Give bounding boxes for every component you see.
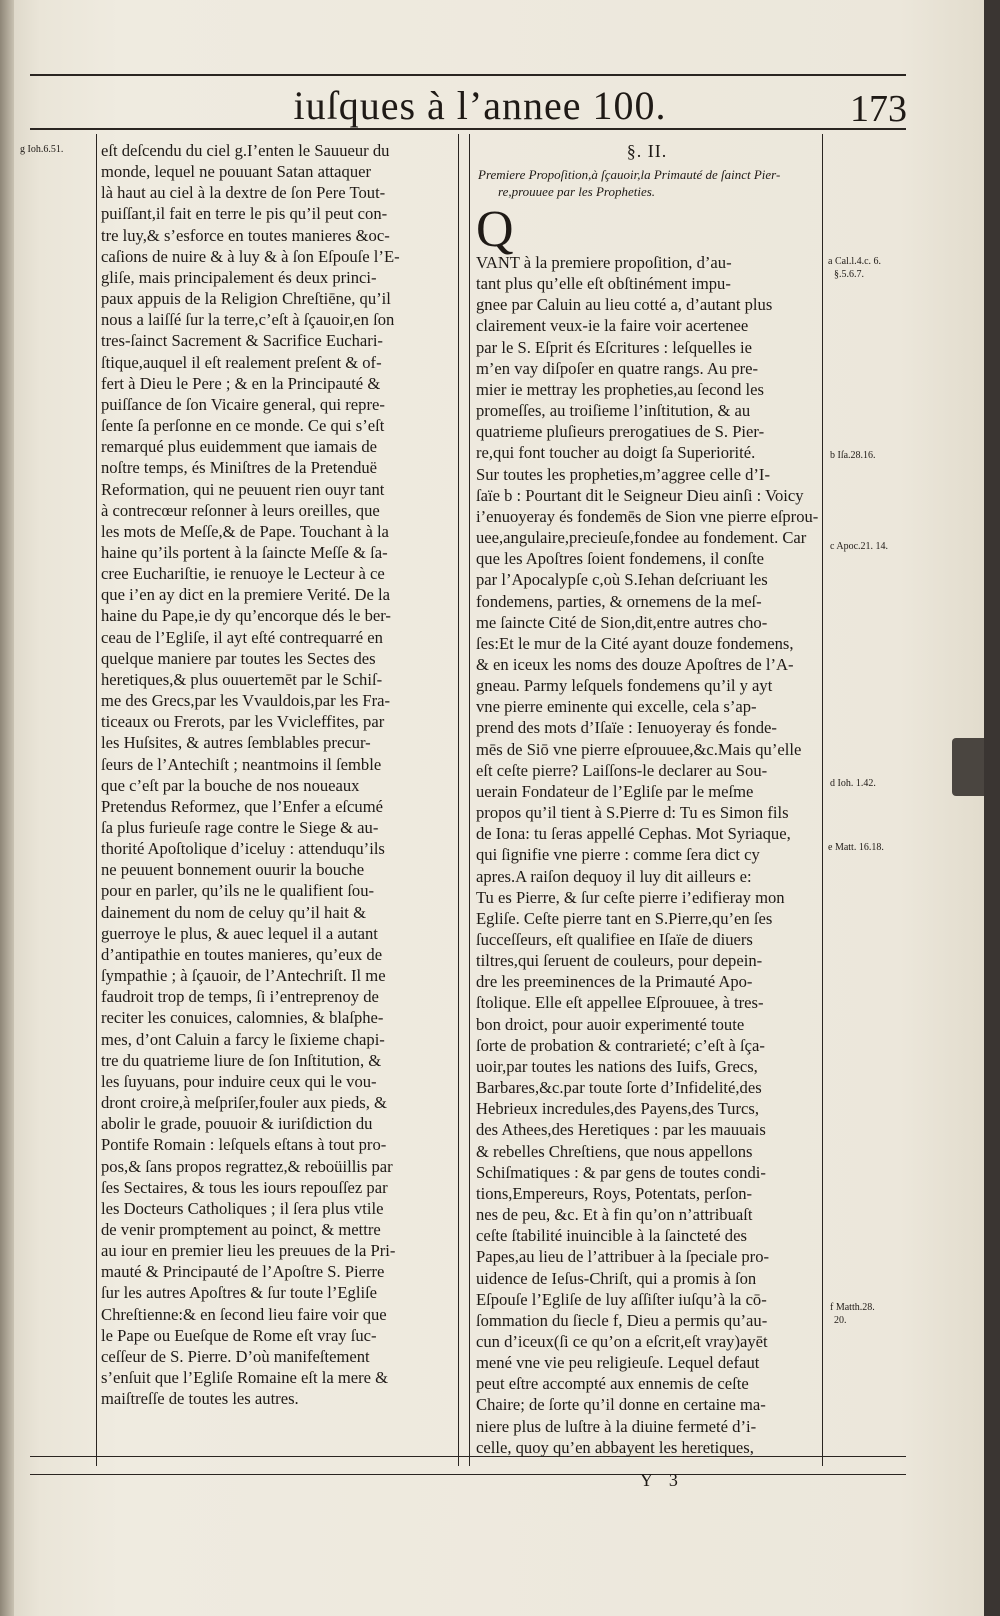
text-line: uee,angulaire,precieuſe,fondee au fondement. Car <box>476 528 807 548</box>
right-column-outer-rule <box>822 134 823 1466</box>
text-line: les Huſsites, & autres ſemblables precur- <box>101 733 371 753</box>
text-line: nous a laiſſé ſur la terre,c’eſt à ſçauoir,en ſon <box>101 310 395 330</box>
text-line: ſorte de probation & contrarieté; c’eſt à ſça- <box>476 1035 765 1055</box>
left-column-inner-rule <box>458 134 459 1466</box>
text-line: Schiſmatiques : & par gens de toutes condi- <box>476 1162 766 1182</box>
margin-note-e: e Matt. 16.18. <box>828 842 884 853</box>
text-line: gnee par Caluin au lieu cotté a, d’autant plus <box>476 295 773 315</box>
text-line: gneau. Parmy leſquels fondemens qu’il y ayt <box>476 676 773 696</box>
right-column-inner-rule <box>469 134 470 1466</box>
text-line: VANT à la premiere propoſition, d’au- <box>476 253 732 272</box>
text-line: caſions de nuire & à luy & à ſon Eſpouſe l’E- <box>101 246 400 266</box>
text-line: les ſuyuans, pour induire ceux qui le vou- <box>101 1071 377 1091</box>
section-subheading <box>476 166 818 200</box>
text-line: mes, d’ont Caluin a farcy le ſixieme chapi- <box>101 1029 385 1049</box>
header-rule-top <box>30 74 906 76</box>
text-line: là haut au ciel à la dextre de ſon Pere Tout- <box>101 183 386 203</box>
subheading-line: re,prouuee par les Propheties. <box>498 184 656 199</box>
text-line: tions,Empereurs, Roys, Potentats, perſon- <box>476 1183 753 1203</box>
text-line: ceſſeur de S. Pierre. D’où manifeſtement <box>101 1346 370 1366</box>
text-line: noſtre temps, és Miniſtres de la Pretenduë <box>101 458 378 478</box>
text-line: tiltres,qui ſeruent de couleurs, pour depein- <box>476 951 763 971</box>
text-line: que c’eſt par la bouche de nos noueaux <box>101 775 360 795</box>
margin-note-c: c Apoc.21. 14. <box>830 541 889 552</box>
text-line: uerain Fondateur de l’Egliſe par le meſme <box>476 781 754 801</box>
text-line: haine du Pape,ie dy qu’encorque dés le ber- <box>101 606 391 626</box>
text-line: promeſſes, au troiſieme l’inſtitution, & au <box>476 401 751 421</box>
left-text-column <box>101 140 453 1409</box>
text-line: Tu es Pierre, & ſur ceſte pierre i’edifieray mon <box>476 887 785 907</box>
text-line: nes de peu, &c. Et à fin qu’on n’attribuaſt <box>476 1205 753 1225</box>
text-line: i’enuoyeray és fondemēs de Sion vne pierre eſprou- <box>476 506 818 526</box>
text-line: niere plus de luſtre à la diuine fermeté d’i- <box>476 1416 757 1436</box>
text-line: Reformation, qui ne peuuent rien ouyr tant <box>101 479 385 499</box>
text-line: & en iceux les noms des douze Apoſtres de l’A- <box>476 654 794 674</box>
text-line: ſommation du ſiecle f, Dieu a permis qu’au- <box>476 1310 768 1330</box>
text-line: de venir promptement au poinct, & mettre <box>101 1219 381 1239</box>
text-line: mené vne vie peu religieuſe. Lequel defaut <box>476 1353 760 1373</box>
text-line: à contrecœur reſonner à leurs oreilles, que <box>101 500 380 520</box>
text-line: de Iona: tu ſeras appellé Cephas. Mot Syriaque, <box>476 824 791 844</box>
right-column-body <box>476 201 818 1458</box>
text-line: d’antipathie en toutes manieres, qu’eux de <box>101 944 383 964</box>
text-line: m’en vay diſpoſer en quatre rangs. Au pre- <box>476 358 758 378</box>
text-line: guerroye le plus, & auec lequel il a autant <box>101 923 378 943</box>
text-line: par le S. Eſprit és Eſcritures : leſquelles ie <box>476 337 753 357</box>
text-line: paux appuis de la Religion Chreſtiēne, qu’il <box>101 289 391 309</box>
text-line: Hebrieux incredules,des Payens,des Turcs, <box>476 1099 759 1119</box>
margin-note-a-cont: §.5.6.7. <box>834 269 864 280</box>
margin-note-f-cont: 20. <box>834 1315 847 1326</box>
text-line: tre luy,& s’esforce en toutes manieres &oc- <box>101 225 390 245</box>
text-line: tre du quatrieme liure de ſon Inſtitution, & <box>101 1050 382 1070</box>
text-line: puiſſance de ſon Vicaire general, qui repre- <box>101 394 385 414</box>
margin-note-d: d Ioh. 1.42. <box>830 778 876 789</box>
running-head-title: iuſques à l’annee 100. <box>293 83 667 128</box>
text-line: dront croire,à meſpriſer,fouler aux pieds, & <box>101 1093 387 1113</box>
text-line: ceſte ſtabilité inuincible à la ſaincteté des <box>476 1226 747 1246</box>
text-line: le Pape ou Eueſque de Rome eſt vray ſuc- <box>101 1325 377 1345</box>
text-line: ne peuuent bonnement ouurir la bouche <box>101 860 365 880</box>
text-line: ticeaux ou Frerots, par les Vvicleffites, par <box>101 712 385 732</box>
text-line: heretiques,& plus ouuertemēt par le Schiſ- <box>101 669 383 689</box>
text-line: ſur les autres Apoſtres & ſur toute l’Egliſe <box>101 1283 378 1303</box>
text-line: me des Grecs,par les Vvauldois,par les Fra- <box>101 691 391 711</box>
section-heading: §. II. <box>626 141 668 161</box>
book-spine-edge <box>0 0 14 1616</box>
margin-note-g: g Ioh.6.51. <box>20 144 64 155</box>
text-line: maiſtreſſe de toutes les autres. <box>101 1389 299 1409</box>
text-line: quatrieme pluſieurs prerogatiues de S. Pier- <box>476 422 765 442</box>
text-line: uoir,par toutes les nations des Iuifs, Grecs, <box>476 1056 758 1076</box>
text-line: Pontife Romain : leſquels eſtans à tout pro- <box>101 1135 387 1155</box>
text-line: puiſſant,il fait en terre le pis qu’il peut con- <box>101 204 388 224</box>
text-line: re,qui font toucher au doigt ſa Superiorité. <box>476 443 756 463</box>
text-line: les Docteurs Catholiques ; il ſera plus vtile <box>101 1198 384 1218</box>
margin-note-b: b Iſa.28.16. <box>830 450 876 461</box>
text-line: reciter les conuices, calomnies, & blaſphe- <box>101 1008 384 1028</box>
text-line: Barbares,&c.par toute ſorte d’Infidelité,des <box>476 1078 762 1098</box>
left-column-outer-rule <box>96 134 97 1466</box>
text-line: tres-ſainct Sacrement & Sacrifice Euchari- <box>101 331 383 351</box>
text-line: les mots de Meſſe,& de Pape. Touchant à la <box>101 521 389 541</box>
text-line: propos qu’il tient à S.Pierre d: Tu es Simon fils <box>476 803 789 823</box>
subheading-line: Premiere Propoſition,à ſçauoir,la Primauté de ſainct Pier- <box>478 167 781 182</box>
text-line: & rebelles Chreſtiens, que nous appellons <box>476 1141 753 1161</box>
text-line: Papes,au lieu de l’attribuer à la ſpeciale pro- <box>476 1247 770 1267</box>
text-line: vne pierre eminente qui excelle, cela s’ap- <box>476 697 757 717</box>
text-line: ſa plus furieuſe rage contre le Siege & au- <box>101 818 379 837</box>
text-line: ſes Sectaires, & tous les iours repouſſez par <box>101 1177 388 1197</box>
text-line: ſucceſſeurs, eſt qualifiee en Iſaïe de diuers <box>476 930 753 949</box>
text-line: celle, quoy qu’en abbayent les heretiques, <box>476 1437 754 1457</box>
text-line: mēs de Siō vne pierre eſprouuee,&c.Mais qu’elle <box>476 739 802 759</box>
page-number: 173 <box>850 88 907 130</box>
text-line: Egliſe. Ceſte pierre tant en S.Pierre,qu’en ſes <box>476 908 773 928</box>
text-line: des Athees,des Heretiques : par les mauuais <box>476 1120 766 1140</box>
text-line: thorité Apoſtolique d’iceluy : attenduqu’ils <box>101 839 385 859</box>
text-line: Sur toutes les propheties,m’aggree celle d’I- <box>476 464 770 484</box>
margin-note-a: a Cal.l.4.c. 6. <box>828 256 882 267</box>
drop-cap-letter: Q <box>476 201 514 258</box>
text-line: pos,& ſans propos regrattez,& reboüillis par <box>101 1156 393 1176</box>
binding-clip <box>952 738 984 796</box>
text-line: bon droict, pour auoir experimenté toute <box>476 1014 745 1034</box>
footer-rule <box>30 1474 906 1475</box>
text-line: qui ſignifie vne pierre : comme ſera dict cy <box>476 845 760 865</box>
text-line: mier ie mettray les propheties,au ſecond les <box>476 379 764 399</box>
text-line: que i’en ay dict en la premiere Verité. De la <box>101 585 391 605</box>
text-line: haine qu’ils portent à la ſaincte Meſſe & ſa- <box>101 542 388 562</box>
text-line: gliſe, mais principalement és deux princi- <box>101 267 377 287</box>
text-line: eſt deſcendu du ciel g.I’enten le Sauueur du <box>101 141 390 160</box>
text-line: quelque maniere par toutes les Sectes des <box>101 648 376 668</box>
text-line: clairement veux-ie la faire voir acertenee <box>476 316 749 336</box>
text-line: par l’Apocalypſe c,où S.Iehan deſcriuant les <box>476 570 768 590</box>
text-line: dainement du nom de celuy qu’il hait & <box>101 902 366 922</box>
text-line: apres.A raiſon dequoy il luy dit ailleurs e: <box>476 866 752 886</box>
text-line: dre les preeminences de la Primauté Apo- <box>476 972 753 992</box>
text-line: Chaire; de ſorte qu’il donne en certaine ma- <box>476 1395 766 1415</box>
text-line: ſente ſa perſonne en ce monde. Ce qui s’eſt <box>101 416 385 436</box>
text-line: ſtique,auquel il eſt realement preſent & of- <box>101 352 382 372</box>
text-line: ceau de l’Egliſe, il ayt eſté contrequarré en <box>101 627 383 647</box>
text-line: cree Euchariſtie, ie renuoye le Lecteur à ce <box>101 564 385 584</box>
text-line: ſaïe b : Pourtant dit le Seigneur Dieu ainſi : Voicy <box>476 485 804 505</box>
text-line: Eſpouſe l’Egliſe de luy aſſiſter iuſqu’à la cō- <box>476 1289 767 1309</box>
margin-note-f: f Matth.28. <box>830 1302 875 1313</box>
text-line: s’enſuit que l’Egliſe Romaine eſt la mere & <box>101 1368 389 1388</box>
text-line: Chreſtienne:& en ſecond lieu faire voir que <box>101 1304 387 1324</box>
text-line: Pretendus Reformez, que l’Enfer a eſcumé <box>101 796 383 816</box>
text-line: peut eſtre accompté aux ennemis de ceſte <box>476 1374 749 1394</box>
text-line: faudroit trop de temps, ſi i’entreprenoy de <box>101 987 379 1007</box>
text-line: ſeurs de l’Antechiſt ; neantmoins il ſemble <box>101 754 382 774</box>
text-line: remarqué plus euidemment que iamais de <box>101 437 378 457</box>
right-text-column <box>476 138 818 1458</box>
text-line: que les Apoſtres ſoient fondemens, il conſte <box>476 549 765 569</box>
text-line: pour en parler, qu’ils ne le qualifient ſou- <box>101 881 375 901</box>
text-line: fondemens, parties, & ornemens de la meſ- <box>476 591 762 611</box>
text-line: cun d’iceux(ſi ce qu’on a eſcrit,eſt vray)ayēt <box>476 1331 768 1351</box>
text-line: fert à Dieu le Pere ; & en la Principauté & <box>101 373 381 393</box>
text-line: me ſaincte Cité de Sion,dit,entre autres cho- <box>476 612 768 632</box>
signature-mark: Y 3 <box>640 1470 684 1490</box>
text-line: abolir le grade, pouuoir & iuriſdiction du <box>101 1114 373 1134</box>
text-line: ſtolique. Elle eſt appellee Eſprouuee, à tres- <box>476 993 764 1013</box>
text-line: uidence de Ieſus-Chriſt, qui a promis à ſon <box>476 1268 757 1288</box>
text-line: ſes:Et le mur de la Cité ayant douze fondemens, <box>476 633 794 653</box>
text-line: tant plus qu’elle eſt obſtinément impu- <box>476 274 731 294</box>
text-line: eſt ceſte pierre? Laiſſons-le declarer au Sou- <box>476 760 768 780</box>
text-line: au iour en premier lieu les preuues de la Pri- <box>101 1241 396 1261</box>
text-line: monde, lequel ne pouuant Satan attaquer <box>101 162 372 182</box>
text-line: mauté & Principauté de l’Apoſtre S. Pierre <box>101 1262 385 1282</box>
text-line: ſympathie ; à ſçauoir, de l’Antechriſt. Il me <box>101 966 386 986</box>
text-line: prend des mots d’Iſaïe : Ienuoyeray és fonde- <box>476 718 777 738</box>
